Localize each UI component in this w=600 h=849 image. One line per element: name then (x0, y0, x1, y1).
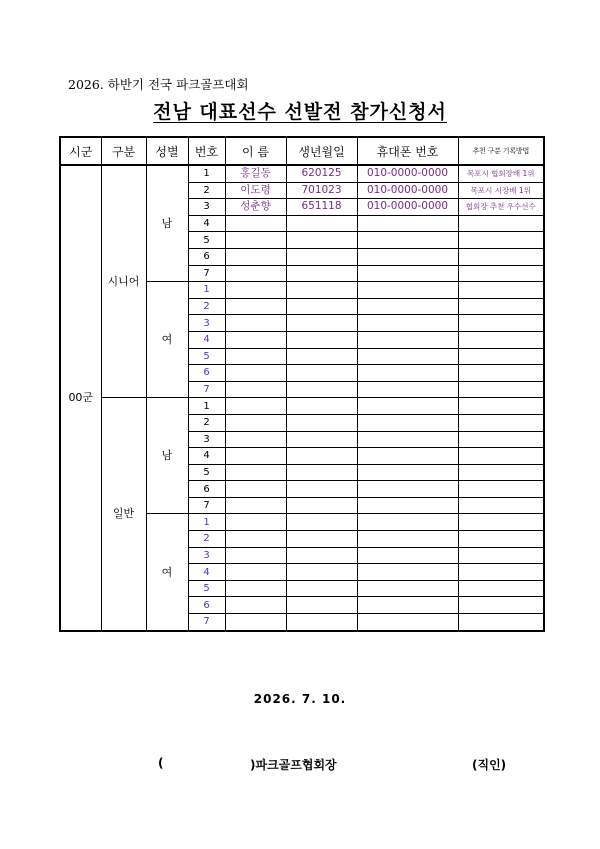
birthdate-cell (286, 497, 357, 514)
phone-cell (357, 232, 458, 249)
name-cell (225, 514, 286, 531)
birthdate-cell: 651118 (286, 199, 357, 216)
signature-association: )파크골프협회장 (250, 758, 337, 772)
phone-cell (357, 282, 458, 299)
recommendation-cell: 목포시 협회장배 1위 (458, 165, 544, 182)
row-number: 5 (188, 464, 225, 481)
row-number: 2 (188, 414, 225, 431)
phone-cell (357, 215, 458, 232)
recommendation-cell (458, 282, 544, 299)
name-cell (225, 481, 286, 498)
phone-cell (357, 464, 458, 481)
gender-cell: 여 (146, 282, 188, 398)
category-cell: 일반 (101, 398, 146, 631)
recommendation-cell (458, 414, 544, 431)
row-number: 3 (188, 315, 225, 332)
birthdate-cell (286, 464, 357, 481)
name-cell (225, 282, 286, 299)
name-cell (225, 365, 286, 382)
phone-cell (357, 431, 458, 448)
row-number: 1 (188, 514, 225, 531)
phone-cell (357, 414, 458, 431)
recommendation-cell: 목포시 시장배 1위 (458, 182, 544, 199)
name-cell (225, 265, 286, 282)
row-number: 7 (188, 614, 225, 631)
name-cell (225, 431, 286, 448)
birthdate-cell (286, 348, 357, 365)
phone-cell (357, 564, 458, 581)
birthdate-cell (286, 381, 357, 398)
recommendation-cell (458, 547, 544, 564)
recommendation-cell (458, 514, 544, 531)
table-row (60, 165, 544, 182)
birthdate-cell (286, 597, 357, 614)
birthdate-cell (286, 531, 357, 548)
birthdate-cell (286, 282, 357, 299)
recommendation-cell (458, 348, 544, 365)
header-recommendation: 추천 구분 기록방법 (458, 137, 544, 165)
birthdate-cell (286, 232, 357, 249)
birthdate-cell (286, 414, 357, 431)
header-category: 구분 (101, 137, 146, 165)
recommendation-cell (458, 614, 544, 631)
phone-cell (357, 448, 458, 465)
name-cell (225, 348, 286, 365)
name-cell (225, 232, 286, 249)
gender-cell: 남 (146, 398, 188, 514)
name-cell (225, 298, 286, 315)
header-city: 시군 (60, 137, 101, 165)
phone-cell (357, 580, 458, 597)
recommendation-cell (458, 365, 544, 382)
recommendation-cell (458, 431, 544, 448)
recommendation-cell (458, 464, 544, 481)
phone-cell (357, 597, 458, 614)
birthdate-cell (286, 547, 357, 564)
recommendation-cell: 협회장 추천 우수선수 (458, 199, 544, 216)
phone-cell (357, 398, 458, 415)
row-number: 6 (188, 597, 225, 614)
name-cell (225, 248, 286, 265)
birthdate-cell (286, 580, 357, 597)
recommendation-cell (458, 248, 544, 265)
header-name: 이 름 (225, 137, 286, 165)
row-number: 2 (188, 531, 225, 548)
row-number: 7 (188, 265, 225, 282)
row-number: 4 (188, 448, 225, 465)
row-number: 7 (188, 381, 225, 398)
category-cell: 시니어 (101, 165, 146, 398)
recommendation-cell (458, 531, 544, 548)
name-cell (225, 381, 286, 398)
birthdate-cell (286, 448, 357, 465)
recommendation-cell (458, 564, 544, 581)
row-number: 3 (188, 199, 225, 216)
form-title: 전남 대표선수 선발전 참가신청서 (153, 101, 447, 123)
birthdate-cell (286, 431, 357, 448)
name-cell (225, 531, 286, 548)
header-birthdate: 생년월일 (286, 137, 357, 165)
name-cell (225, 547, 286, 564)
name-cell: 이도령 (225, 182, 286, 199)
row-number: 3 (188, 547, 225, 564)
name-cell: 홍길동 (225, 165, 286, 182)
recommendation-cell (458, 597, 544, 614)
header-number: 번호 (188, 137, 225, 165)
gender-cell: 여 (146, 514, 188, 631)
recommendation-cell (458, 265, 544, 282)
row-number: 7 (188, 497, 225, 514)
name-cell (225, 614, 286, 631)
birthdate-cell (286, 265, 357, 282)
row-number: 2 (188, 298, 225, 315)
birthdate-cell (286, 215, 357, 232)
phone-cell (357, 531, 458, 548)
name-cell (225, 398, 286, 415)
name-cell (225, 497, 286, 514)
recommendation-cell (458, 331, 544, 348)
row-number: 5 (188, 580, 225, 597)
row-number: 5 (188, 232, 225, 249)
gender-cell: 남 (146, 165, 188, 282)
row-number: 4 (188, 331, 225, 348)
recommendation-cell (458, 580, 544, 597)
row-number: 6 (188, 481, 225, 498)
birthdate-cell: 701023 (286, 182, 357, 199)
row-number: 1 (188, 398, 225, 415)
name-cell: 성춘향 (225, 199, 286, 216)
row-number: 4 (188, 215, 225, 232)
submission-date: 2026. 7. 10. (253, 692, 347, 706)
birthdate-cell (286, 564, 357, 581)
phone-cell (357, 298, 458, 315)
birthdate-cell (286, 331, 357, 348)
phone-cell (357, 248, 458, 265)
table-row (60, 398, 544, 415)
name-cell (225, 315, 286, 332)
recommendation-cell (458, 398, 544, 415)
phone-cell: 010-0000-0000 (357, 182, 458, 199)
phone-cell (357, 481, 458, 498)
phone-cell (357, 265, 458, 282)
phone-cell (357, 315, 458, 332)
phone-cell (357, 348, 458, 365)
phone-cell (357, 547, 458, 564)
signature-seal: (직인) (472, 758, 507, 772)
recommendation-cell (458, 481, 544, 498)
name-cell (225, 448, 286, 465)
birthdate-cell (286, 398, 357, 415)
birthdate-cell (286, 315, 357, 332)
row-number: 3 (188, 431, 225, 448)
name-cell (225, 464, 286, 481)
birthdate-cell: 620125 (286, 165, 357, 182)
recommendation-cell (458, 381, 544, 398)
recommendation-cell (458, 215, 544, 232)
name-cell (225, 215, 286, 232)
name-cell (225, 331, 286, 348)
phone-cell: 010-0000-0000 (357, 199, 458, 216)
recommendation-cell (458, 315, 544, 332)
application-table (59, 136, 545, 632)
phone-cell (357, 331, 458, 348)
signature-paren: ( (158, 756, 164, 770)
phone-cell: 010-0000-0000 (357, 165, 458, 182)
phone-cell (357, 381, 458, 398)
city-cell: 00군 (60, 165, 101, 631)
birthdate-cell (286, 298, 357, 315)
recommendation-cell (458, 298, 544, 315)
event-subtitle: 2026. 하반기 전국 파크골프대회 (68, 77, 249, 92)
header-phone: 휴대폰 번호 (357, 137, 458, 165)
birthdate-cell (286, 248, 357, 265)
recommendation-cell (458, 448, 544, 465)
row-number: 6 (188, 365, 225, 382)
phone-cell (357, 514, 458, 531)
phone-cell (357, 497, 458, 514)
name-cell (225, 580, 286, 597)
row-number: 5 (188, 348, 225, 365)
row-number: 1 (188, 282, 225, 299)
name-cell (225, 597, 286, 614)
row-number: 6 (188, 248, 225, 265)
name-cell (225, 414, 286, 431)
birthdate-cell (286, 481, 357, 498)
name-cell (225, 564, 286, 581)
header-gender: 성별 (146, 137, 188, 165)
phone-cell (357, 614, 458, 631)
recommendation-cell (458, 232, 544, 249)
birthdate-cell (286, 614, 357, 631)
header-row (60, 137, 544, 165)
birthdate-cell (286, 365, 357, 382)
row-number: 4 (188, 564, 225, 581)
recommendation-cell (458, 497, 544, 514)
row-number: 1 (188, 165, 225, 182)
row-number: 2 (188, 182, 225, 199)
phone-cell (357, 365, 458, 382)
birthdate-cell (286, 514, 357, 531)
